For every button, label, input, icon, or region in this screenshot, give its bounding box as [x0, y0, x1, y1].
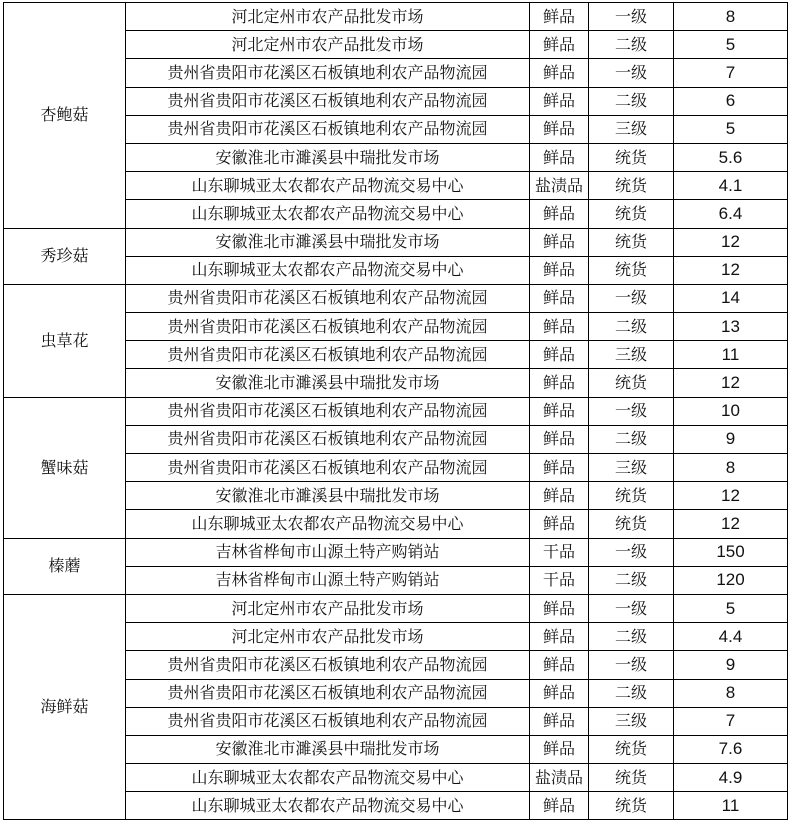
form-cell: 盐渍品	[530, 764, 589, 792]
form-cell: 鲜品	[530, 87, 589, 115]
mushroom-name-cell: 蟹味菇	[4, 397, 126, 538]
market-cell: 安徽淮北市濉溪县中瑞批发市场	[126, 143, 530, 171]
price-cell: 120	[674, 566, 788, 594]
price-cell: 4.4	[674, 623, 788, 651]
grade-cell: 三级	[589, 707, 674, 735]
market-cell: 贵州省贵阳市花溪区石板镇地利农产品物流园	[126, 313, 530, 341]
price-cell: 11	[674, 341, 788, 369]
grade-cell: 一级	[589, 284, 674, 312]
price-cell: 7	[674, 707, 788, 735]
grade-cell: 一级	[589, 3, 674, 31]
grade-cell: 一级	[589, 594, 674, 622]
grade-cell: 一级	[589, 651, 674, 679]
price-cell: 12	[674, 510, 788, 538]
market-cell: 贵州省贵阳市花溪区石板镇地利农产品物流园	[126, 87, 530, 115]
grade-cell: 三级	[589, 341, 674, 369]
price-cell: 7.6	[674, 735, 788, 763]
market-cell: 山东聊城亚太农都农产品物流交易中心	[126, 764, 530, 792]
price-cell: 14	[674, 284, 788, 312]
market-cell: 贵州省贵阳市花溪区石板镇地利农产品物流园	[126, 341, 530, 369]
market-cell: 吉林省桦甸市山源土特产购销站	[126, 566, 530, 594]
market-cell: 安徽淮北市濉溪县中瑞批发市场	[126, 228, 530, 256]
table-row	[4, 594, 788, 622]
market-cell: 河北定州市农产品批发市场	[126, 31, 530, 59]
form-cell: 鲜品	[530, 228, 589, 256]
form-cell: 鲜品	[530, 735, 589, 763]
price-cell: 9	[674, 651, 788, 679]
form-cell: 鲜品	[530, 3, 589, 31]
form-cell: 鲜品	[530, 369, 589, 397]
form-cell: 鲜品	[530, 707, 589, 735]
price-cell: 4.1	[674, 172, 788, 200]
market-cell: 山东聊城亚太农都农产品物流交易中心	[126, 792, 530, 820]
grade-cell: 二级	[589, 313, 674, 341]
mushroom-name-cell: 杏鲍菇	[4, 3, 126, 229]
form-cell: 鲜品	[530, 200, 589, 228]
grade-cell: 三级	[589, 454, 674, 482]
grade-cell: 三级	[589, 115, 674, 143]
price-cell: 12	[674, 256, 788, 284]
market-cell: 贵州省贵阳市花溪区石板镇地利农产品物流园	[126, 454, 530, 482]
price-cell: 6.4	[674, 200, 788, 228]
grade-cell: 统货	[589, 228, 674, 256]
price-cell: 10	[674, 397, 788, 425]
form-cell: 鲜品	[530, 623, 589, 651]
form-cell: 鲜品	[530, 59, 589, 87]
market-cell: 河北定州市农产品批发市场	[126, 623, 530, 651]
grade-cell: 统货	[589, 735, 674, 763]
mushroom-name-cell: 虫草花	[4, 284, 126, 397]
market-cell: 山东聊城亚太农都农产品物流交易中心	[126, 256, 530, 284]
form-cell: 鲜品	[530, 792, 589, 820]
grade-cell: 统货	[589, 256, 674, 284]
table-row	[4, 228, 788, 256]
price-table-body	[4, 3, 788, 820]
form-cell: 盐渍品	[530, 172, 589, 200]
grade-cell: 统货	[589, 792, 674, 820]
price-cell: 5	[674, 594, 788, 622]
form-cell: 鲜品	[530, 651, 589, 679]
grade-cell: 统货	[589, 510, 674, 538]
form-cell: 鲜品	[530, 425, 589, 453]
price-cell: 5	[674, 31, 788, 59]
price-cell: 12	[674, 369, 788, 397]
price-cell: 9	[674, 425, 788, 453]
table-row	[4, 397, 788, 425]
price-cell: 5	[674, 115, 788, 143]
price-cell: 8	[674, 3, 788, 31]
grade-cell: 一级	[589, 397, 674, 425]
price-cell: 4.9	[674, 764, 788, 792]
market-cell: 山东聊城亚太农都农产品物流交易中心	[126, 510, 530, 538]
grade-cell: 统货	[589, 369, 674, 397]
market-cell: 安徽淮北市濉溪县中瑞批发市场	[126, 482, 530, 510]
market-cell: 山东聊城亚太农都农产品物流交易中心	[126, 172, 530, 200]
price-cell: 8	[674, 679, 788, 707]
market-cell: 安徽淮北市濉溪县中瑞批发市场	[126, 369, 530, 397]
mushroom-name-cell: 秀珍菇	[4, 228, 126, 284]
form-cell: 鲜品	[530, 284, 589, 312]
market-cell: 贵州省贵阳市花溪区石板镇地利农产品物流园	[126, 679, 530, 707]
table-row	[4, 284, 788, 312]
form-cell: 干品	[530, 538, 589, 566]
form-cell: 鲜品	[530, 510, 589, 538]
form-cell: 鲜品	[530, 679, 589, 707]
grade-cell: 二级	[589, 87, 674, 115]
form-cell: 鲜品	[530, 31, 589, 59]
grade-cell: 二级	[589, 425, 674, 453]
price-cell: 8	[674, 454, 788, 482]
market-cell: 河北定州市农产品批发市场	[126, 3, 530, 31]
grade-cell: 二级	[589, 31, 674, 59]
grade-cell: 统货	[589, 200, 674, 228]
form-cell: 鲜品	[530, 143, 589, 171]
price-cell: 11	[674, 792, 788, 820]
market-cell: 贵州省贵阳市花溪区石板镇地利农产品物流园	[126, 284, 530, 312]
market-cell: 山东聊城亚太农都农产品物流交易中心	[126, 200, 530, 228]
price-cell: 6	[674, 87, 788, 115]
form-cell: 鲜品	[530, 313, 589, 341]
price-cell: 12	[674, 482, 788, 510]
market-cell: 贵州省贵阳市花溪区石板镇地利农产品物流园	[126, 115, 530, 143]
price-cell: 7	[674, 59, 788, 87]
grade-cell: 统货	[589, 482, 674, 510]
market-cell: 贵州省贵阳市花溪区石板镇地利农产品物流园	[126, 425, 530, 453]
market-cell: 贵州省贵阳市花溪区石板镇地利农产品物流园	[126, 707, 530, 735]
form-cell: 干品	[530, 566, 589, 594]
grade-cell: 一级	[589, 59, 674, 87]
form-cell: 鲜品	[530, 594, 589, 622]
form-cell: 鲜品	[530, 341, 589, 369]
price-cell: 150	[674, 538, 788, 566]
mushroom-name-cell: 榛蘑	[4, 538, 126, 594]
form-cell: 鲜品	[530, 482, 589, 510]
grade-cell: 统货	[589, 764, 674, 792]
grade-cell: 二级	[589, 566, 674, 594]
table-row	[4, 538, 788, 566]
grade-cell: 二级	[589, 623, 674, 651]
grade-cell: 二级	[589, 679, 674, 707]
form-cell: 鲜品	[530, 397, 589, 425]
table-row	[4, 3, 788, 31]
market-cell: 河北定州市农产品批发市场	[126, 594, 530, 622]
market-cell: 贵州省贵阳市花溪区石板镇地利农产品物流园	[126, 651, 530, 679]
grade-cell: 统货	[589, 172, 674, 200]
price-cell: 12	[674, 228, 788, 256]
grade-cell: 一级	[589, 538, 674, 566]
mushroom-price-table	[3, 2, 788, 820]
grade-cell: 统货	[589, 143, 674, 171]
mushroom-name-cell: 海鲜菇	[4, 594, 126, 820]
form-cell: 鲜品	[530, 115, 589, 143]
market-cell: 贵州省贵阳市花溪区石板镇地利农产品物流园	[126, 397, 530, 425]
market-cell: 吉林省桦甸市山源土特产购销站	[126, 538, 530, 566]
form-cell: 鲜品	[530, 256, 589, 284]
market-cell: 贵州省贵阳市花溪区石板镇地利农产品物流园	[126, 59, 530, 87]
price-cell: 5.6	[674, 143, 788, 171]
market-cell: 安徽淮北市濉溪县中瑞批发市场	[126, 735, 530, 763]
price-cell: 13	[674, 313, 788, 341]
form-cell: 鲜品	[530, 454, 589, 482]
